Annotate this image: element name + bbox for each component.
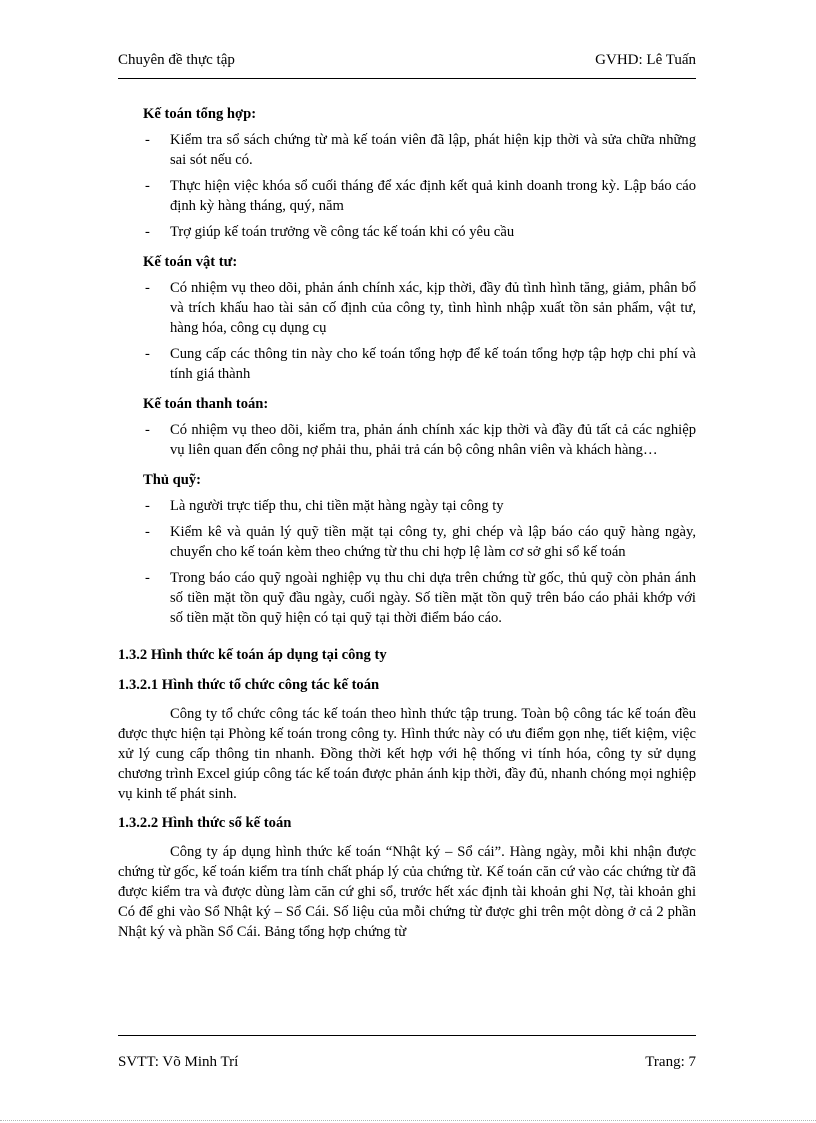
dash-bullet: - xyxy=(145,570,150,586)
heading-1-3-2: 1.3.2 Hình thức kế toán áp dụng tại công ty xyxy=(118,647,387,663)
section-title: Kế toán tổng hợp: xyxy=(143,106,257,122)
section-thu-quy xyxy=(118,466,696,628)
footer-right: Trang: 7 xyxy=(645,1054,696,1070)
list-item: - Có nhiệm vụ theo dõi, kiểm tra, phản ánh chính xác kịp thời và đầy đủ tất cả các nghiệp vụ liên quan đến công nợ phải thu, phải trả cán bộ công nhân viên và khách hàng… xyxy=(145,422,696,458)
footer-divider xyxy=(118,1035,696,1036)
dash-bullet: - xyxy=(145,132,150,148)
header-left: Chuyên đề thực tập xyxy=(118,52,235,68)
dash-bullet: - xyxy=(145,498,150,514)
heading-1-3-2-1: 1.3.2.1 Hình thức tổ chức công tác kế toán xyxy=(118,677,380,693)
list-item: - Trong báo cáo quỹ ngoài nghiệp vụ thu chi dựa trên chứng từ gốc, thủ quỹ còn phản ánh số tiền mặt tồn quỹ đầu ngày, cuối ngày. Số tiền mặt tồn quỹ trên báo cáo phải khớp với số tiền mặt tồn quỹ hiện có tại quỹ tại thời điểm báo cáo. xyxy=(145,570,696,626)
header-right: GVHD: Lê Tuấn xyxy=(595,52,696,68)
list-item: - Cung cấp các thông tin này cho kế toán tổng hợp để kế toán tổng hợp tập hợp chi phí và tính giá thành xyxy=(145,346,696,382)
dash-bullet: - xyxy=(145,346,150,362)
dash-bullet: - xyxy=(145,178,150,194)
dash-bullet: - xyxy=(145,224,150,240)
paragraph-1-3-2-2: Công ty áp dụng hình thức kế toán “Nhật ký – Sổ cái”. Hàng ngày, mỗi khi nhận được chứng từ gốc, kế toán kiểm tra tính chất pháp lý của chứng từ. Kế toán căn cứ vào các chứng từ đã được kiểm tra và được dùng làm căn cứ ghi sổ, trước hết xác định tài khoản ghi Nợ, tài khoản ghi Có để ghi vào Sổ Nhật ký – Sổ Cái. Số liệu của mỗi chứng từ được ghi trên một dòng ở cả 2 phần Nhật ký và phần Sổ Cái. Bảng tổng hợp chứng từ xyxy=(118,844,696,940)
page-content xyxy=(118,100,696,948)
list-item: - Trợ giúp kế toán trưởng về công tác kế toán khi có yêu cầu xyxy=(145,224,515,240)
page-edge xyxy=(0,1120,816,1121)
section-ke-toan-thanh-toan xyxy=(118,390,696,460)
list-item: - Là người trực tiếp thu, chi tiền mặt hàng ngày tại công ty xyxy=(145,498,504,514)
footer-left: SVTT: Võ Minh Trí xyxy=(118,1054,239,1070)
section-title: Kế toán vật tư: xyxy=(143,254,238,270)
section-ke-toan-tong-hop xyxy=(118,100,696,242)
paragraph-1-3-2-1: Công ty tổ chức công tác kế toán theo hình thức tập trung. Toàn bộ công tác kế toán đều được thực hiện tại Phòng kế toán trong công ty. Hình thức này có ưu điểm gọn nhẹ, tiết kiệm, việc xử lý cung cấp thông tin nhanh. Đồng thời kết hợp với hệ thống vi tính hóa, công ty sử dụng chương trình Excel giúp công tác kế toán được phản ánh kịp thời, đầy đủ, nhanh chóng mọi nghiệp vụ kinh tế phát sinh. xyxy=(118,706,696,802)
header-divider xyxy=(118,78,696,79)
section-title: Kế toán thanh toán: xyxy=(143,396,269,412)
list-item: - Thực hiện việc khóa sổ cuối tháng để xác định kết quả kinh doanh trong kỳ. Lập báo cáo định kỳ hàng tháng, quý, năm xyxy=(145,178,696,214)
section-ke-toan-vat-tu xyxy=(118,248,696,384)
dash-bullet: - xyxy=(145,422,150,438)
page-header xyxy=(118,52,696,74)
section-title: Thủ quỹ: xyxy=(143,472,202,488)
list-item: - Kiểm kê và quản lý quỹ tiền mặt tại công ty, ghi chép và lập báo cáo quỹ hàng ngày, chuyển cho kế toán kèm theo chứng từ thu chi hợp lệ làm cơ sở ghi sổ kế toán xyxy=(145,524,696,560)
heading-1-3-2-2: 1.3.2.2 Hình thức sổ kế toán xyxy=(118,815,292,831)
dash-bullet: - xyxy=(145,524,150,540)
list-item: - Có nhiệm vụ theo dõi, phản ánh chính xác, kịp thời, đầy đủ tình hình tăng, giảm, phân bổ và trích khấu hao tài sản cố định của công ty, tình hình nhập xuất tồn sản phẩm, vật tư, hàng hóa, công cụ dụng cụ xyxy=(145,280,696,336)
dash-bullet: - xyxy=(145,280,150,296)
list-item: - Kiểm tra sổ sách chứng từ mà kế toán viên đã lập, phát hiện kịp thời và sửa chữa những sai sót nếu có. xyxy=(145,132,696,168)
page-footer xyxy=(118,1054,696,1071)
